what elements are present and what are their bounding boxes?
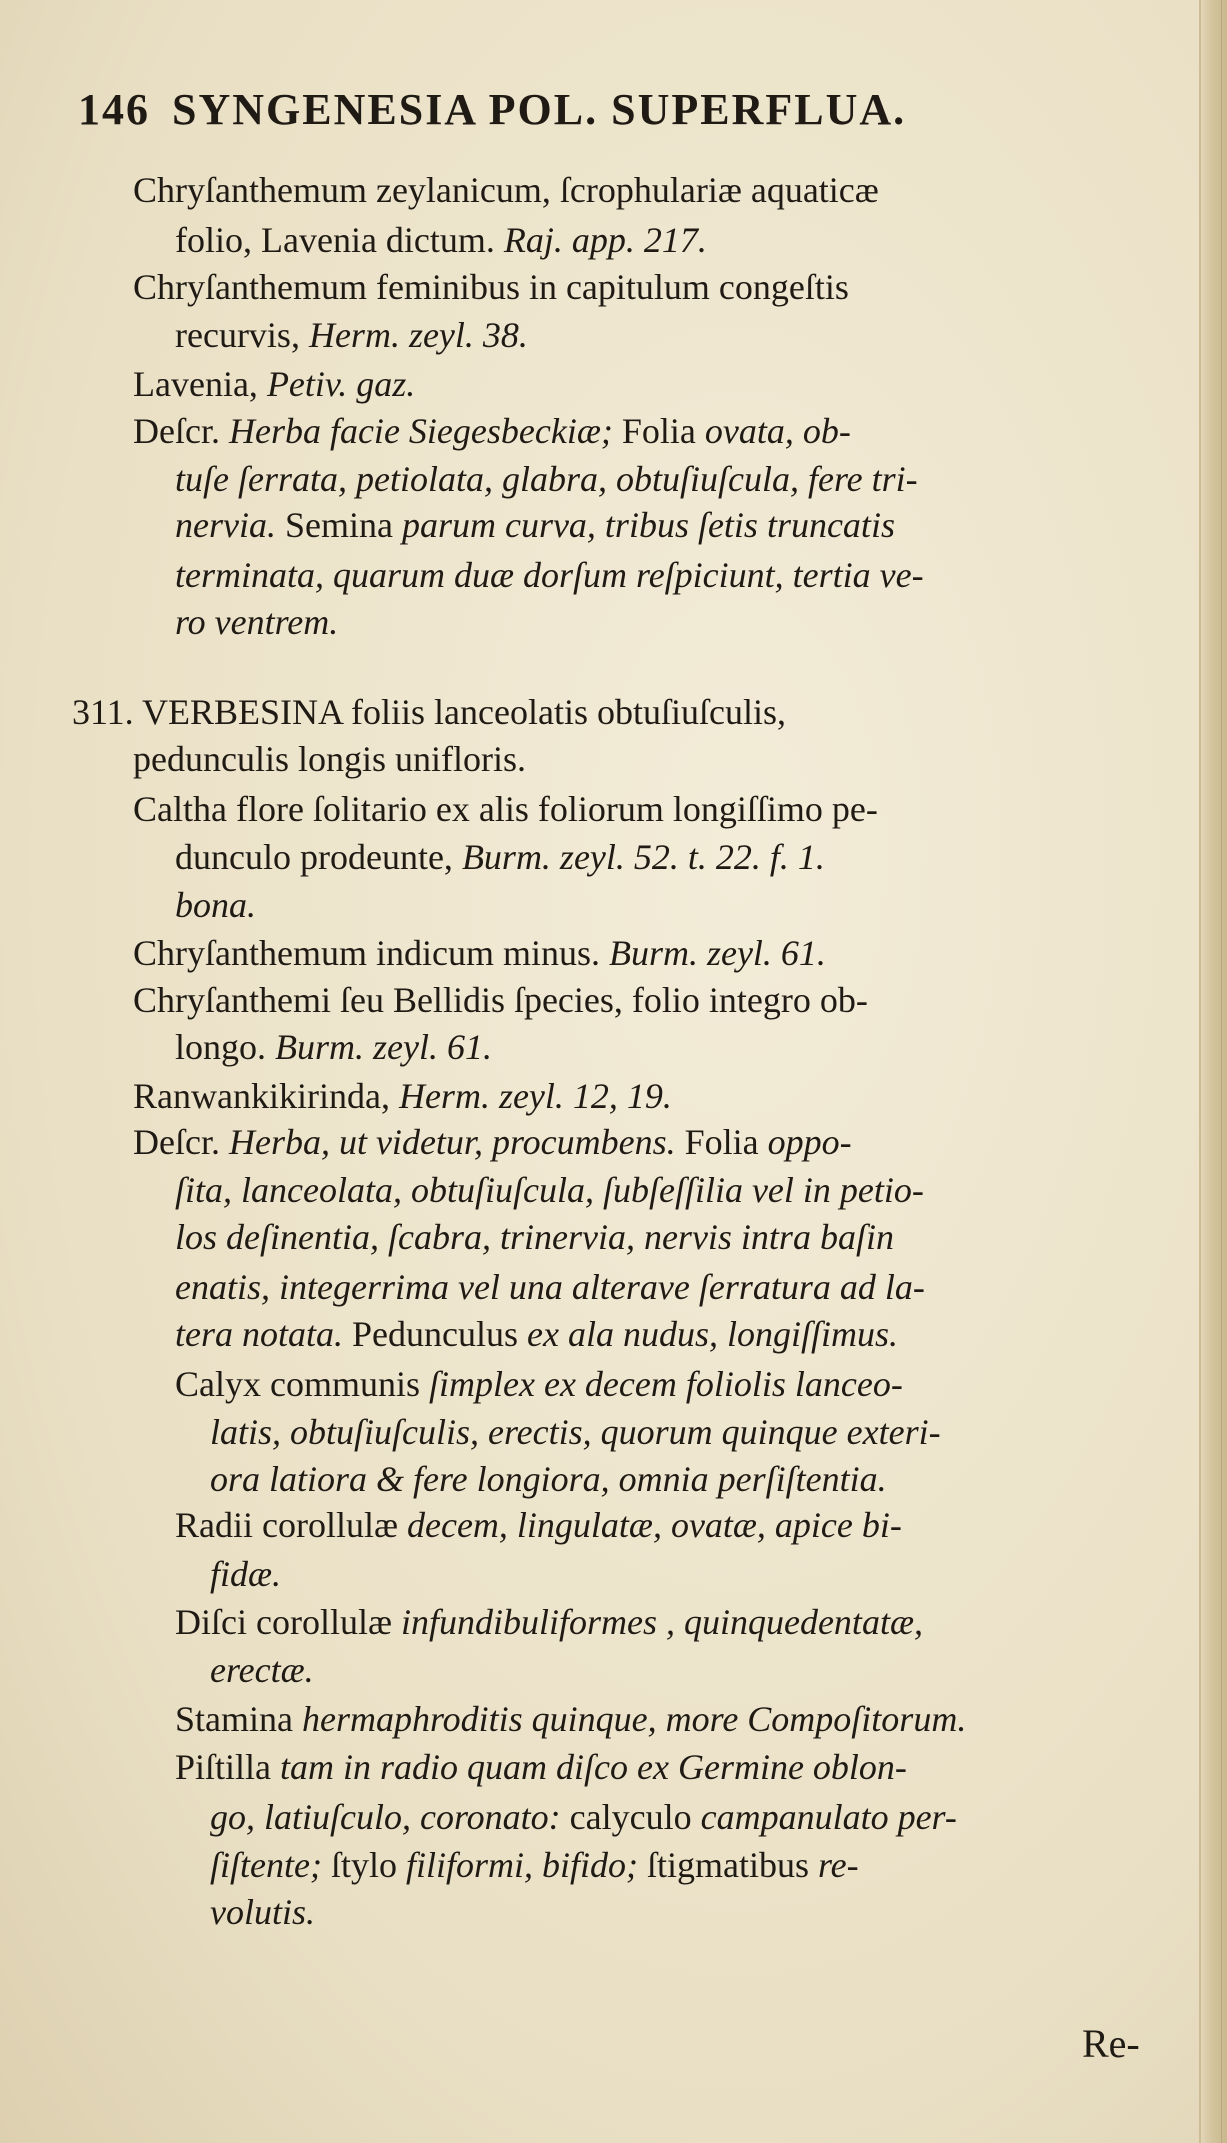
roman-text: 311. VERBESINA foliis lanceolatis obtuſiuſculis, <box>72 692 786 732</box>
text-line <box>175 218 707 262</box>
catchword: Re- <box>1082 2021 1140 2066</box>
italic-text: terminata, quarum duæ dorſum reſpiciunt, tertia ve- <box>175 555 924 595</box>
italic-text: erectæ. <box>210 1650 314 1690</box>
italic-text: tam in radio quam diſco ex Germine oblon- <box>280 1747 907 1787</box>
text-line <box>133 168 879 212</box>
roman-text: pedunculis longis unifloris. <box>133 739 526 779</box>
italic-text: ſiſtente; <box>210 1845 322 1885</box>
roman-text: Chryſanthemi ſeu Bellidis ſpecies, folio integro ob- <box>133 980 868 1020</box>
roman-text: Chryſanthemum feminibus in capitulum congeſtis <box>133 267 849 307</box>
italic-text: hermaphroditis quinque, more Compoſitorum. <box>301 1699 967 1739</box>
italic-text: bona. <box>175 885 256 925</box>
italic-text: campanulato per- <box>700 1797 957 1837</box>
italic-text: tera notata. <box>175 1314 343 1354</box>
italic-text: enatis, integerrima vel una alterave ſerratura ad la- <box>175 1267 925 1307</box>
text-line <box>175 457 918 501</box>
roman-text: Deſcr. <box>133 1122 229 1162</box>
italic-text: filiformi, bifido; <box>405 1845 638 1885</box>
italic-text: fidæ. <box>210 1554 282 1594</box>
roman-text: Folia <box>675 1122 768 1162</box>
italic-text: ora latiora & fere longiora, omnia perſiſtentia. <box>210 1459 887 1499</box>
roman-text: Diſci corollulæ <box>175 1602 401 1642</box>
text-line <box>175 1265 925 1309</box>
roman-text: ſtylo <box>321 1845 406 1885</box>
roman-text: Ranwankikirinda, <box>133 1076 399 1116</box>
roman-text: Semina <box>275 505 402 545</box>
roman-text: Chryſanthemum zeylanicum, ſcrophulariæ aquaticæ <box>133 170 879 210</box>
text-line <box>175 1168 924 1212</box>
roman-text: ſtigmatibus <box>638 1845 818 1885</box>
text-line <box>210 1457 887 1501</box>
text-line <box>133 409 851 453</box>
italic-text: oppo- <box>767 1122 852 1162</box>
text-line <box>133 931 826 975</box>
page-edge-line <box>1221 0 1222 2143</box>
italic-text: Petiv. gaz. <box>266 364 416 404</box>
text-line <box>175 1600 923 1644</box>
roman-text: Lavenia, <box>133 364 267 404</box>
roman-text: Calyx communis <box>175 1364 429 1404</box>
text-line <box>175 1697 966 1741</box>
roman-text: recurvis, <box>175 315 309 355</box>
italic-text: Herba, ut videtur, procumbens. <box>228 1122 676 1162</box>
roman-text: folio, Lavenia dictum. <box>175 220 504 260</box>
italic-text: Herm. zeyl. 38. <box>308 315 528 355</box>
text-line <box>210 1648 314 1692</box>
text-line <box>175 553 924 597</box>
running-header <box>78 82 1138 138</box>
italic-text: Herba facie Siegesbeckiæ; <box>228 411 622 451</box>
italic-text: ovata, ob- <box>704 411 851 451</box>
roman-text: Piſtilla <box>175 1747 281 1787</box>
text-line <box>175 883 256 927</box>
italic-text: Burm. zeyl. 61. <box>608 933 826 973</box>
text-line <box>133 265 849 309</box>
italic-text: latis, obtuſiuſculis, erectis, quorum quinque exteri- <box>210 1412 941 1452</box>
text-line <box>133 737 526 781</box>
text-line <box>133 978 868 1022</box>
text-line <box>175 1745 907 1789</box>
text-line <box>175 1215 894 1259</box>
text-line <box>133 362 415 406</box>
italic-text: Burm. zeyl. 61. <box>275 1027 492 1067</box>
italic-text: go, latiuſculo, coronato: <box>210 1797 561 1837</box>
italic-text: Herm. zeyl. 12, 19. <box>398 1076 672 1116</box>
text-line <box>72 690 786 734</box>
roman-text: calyculo <box>560 1797 701 1837</box>
roman-text: Caltha flore ſolitario ex alis foliorum longiſſimo pe- <box>133 789 878 829</box>
roman-text: Radii corollulæ <box>175 1505 407 1545</box>
text-line <box>175 503 895 547</box>
text-line <box>175 835 825 879</box>
italic-text: parum curva, tribus ſetis truncatis <box>401 505 895 545</box>
roman-text: Stamina <box>175 1699 302 1739</box>
running-title: SYNGENESIA POL. SUPERFLUA. <box>172 85 907 134</box>
italic-text: ro ventrem. <box>175 602 339 642</box>
roman-text: dunculo prodeunte, <box>175 837 462 877</box>
text-line <box>175 1312 898 1356</box>
italic-text: volutis. <box>210 1892 315 1932</box>
italic-text: tuſe ſerrata, petiolata, glabra, obtuſiuſcula, fere tri- <box>175 459 918 499</box>
roman-text: Pedunculus <box>343 1314 527 1354</box>
text-line <box>210 1890 315 1934</box>
page-edge <box>1199 0 1227 2143</box>
italic-text: ex ala nudus, longiſſimus. <box>527 1314 898 1354</box>
text-line <box>175 1503 902 1547</box>
roman-text: Deſcr. <box>133 411 229 451</box>
text-line <box>210 1795 957 1839</box>
text-line <box>210 1410 941 1454</box>
text-line <box>133 787 878 831</box>
page-number: 146 <box>78 85 150 134</box>
italic-text: Raj. app. 217. <box>503 220 707 260</box>
italic-text: decem, lingulatæ, ovatæ, apice bi- <box>406 1505 902 1545</box>
italic-text: nervia. <box>175 505 276 545</box>
text-line <box>133 1074 672 1118</box>
roman-text: Folia <box>621 411 705 451</box>
italic-text: Burm. zeyl. 52. t. 22. f. 1. <box>461 837 825 877</box>
italic-text: ſita, lanceolata, obtuſiuſcula, ſubſeſſilia vel in petio- <box>175 1170 924 1210</box>
italic-text: infundibuliformes , quinquedentatæ, <box>400 1602 923 1642</box>
italic-text: los deſinentia, ſcabra, trinervia, nervis intra baſin <box>175 1217 894 1257</box>
italic-text: ſimplex ex decem foliolis lanceo- <box>429 1364 903 1404</box>
text-line <box>175 600 338 644</box>
text-line <box>175 313 528 357</box>
roman-text: longo. <box>175 1027 276 1067</box>
text-line <box>175 1362 903 1406</box>
text-line <box>133 1120 852 1164</box>
text-line <box>210 1843 859 1887</box>
italic-text: re- <box>818 1845 859 1885</box>
roman-text: Chryſanthemum indicum minus. <box>133 933 609 973</box>
text-line <box>175 1025 492 1069</box>
text-line <box>210 1552 281 1596</box>
